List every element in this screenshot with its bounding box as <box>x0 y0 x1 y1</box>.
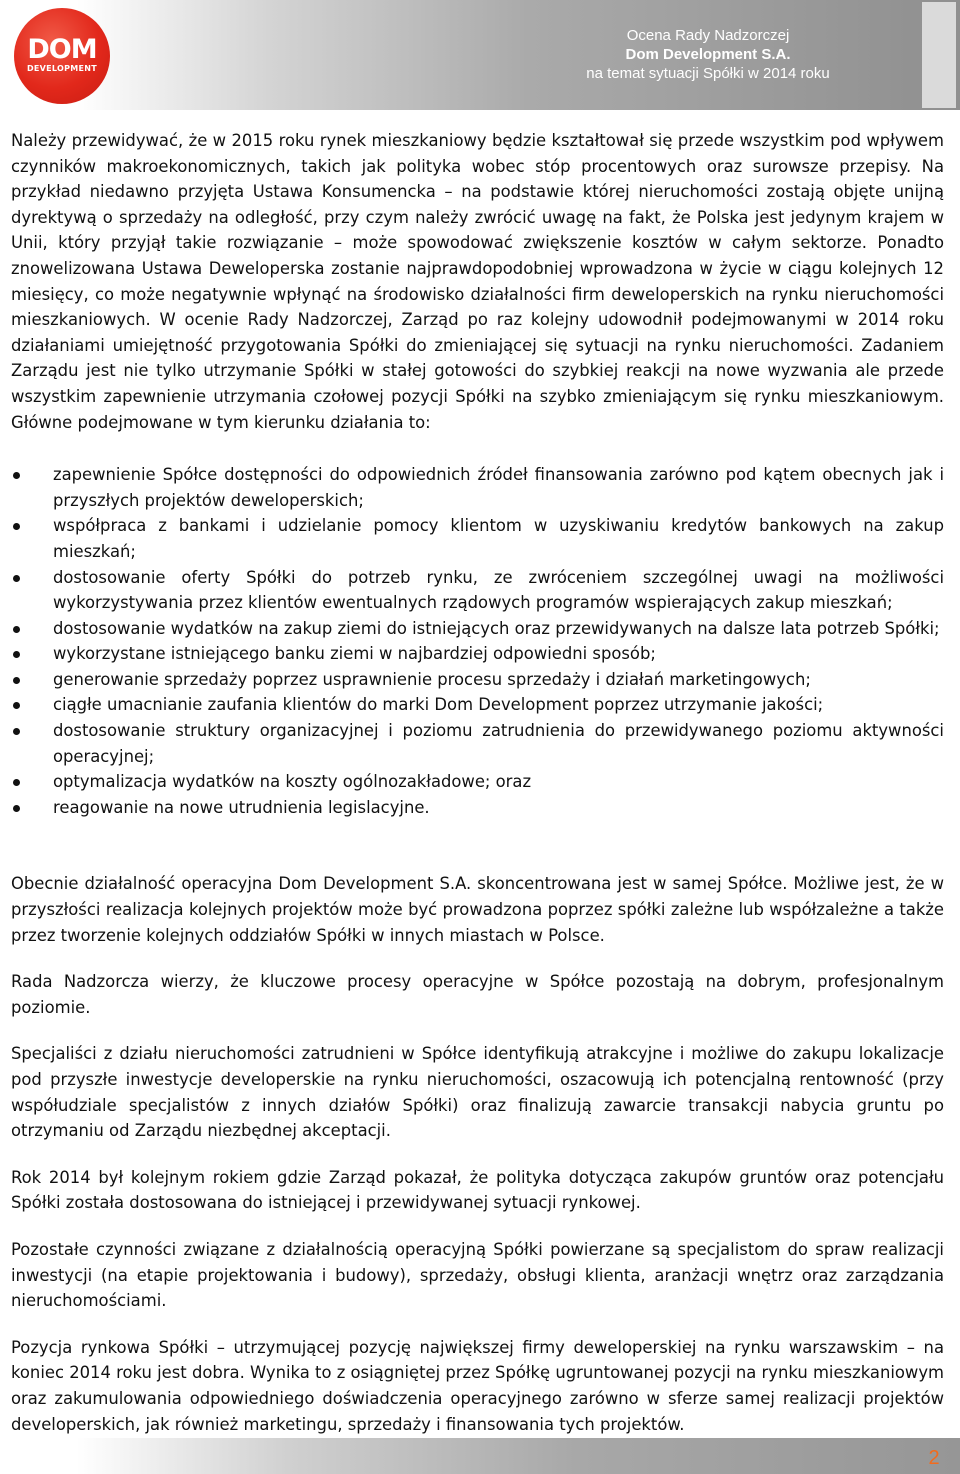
list-item-text: współpraca z bankami i udzielanie pomocy klientom w uzyskiwaniu kredytów bankowych na zakup mieszkań; <box>53 516 944 561</box>
paragraph-other-activities: Pozostałe czynności związane z działalnością operacyjną Spółki powierzane są specjalistom do spraw realizacji inwestycji (na etapie projektowania i budowy), sprzedaży, obsługi klienta, aranżacji wnętrz oraz zarządzania nieruchomościami. <box>11 1239 944 1311</box>
list-item <box>11 692 944 718</box>
page-header <box>0 0 960 110</box>
title-line-2: Dom Development S.A. <box>625 46 791 63</box>
bullet-icon <box>13 779 20 786</box>
paragraph-real-estate-specialists: Specjaliści z działu nieruchomości zatrudnieni w Spółce identyfikują atrakcyjne i możliwe do zakupu lokalizacje pod przyszłe inwestycje developerskie na rynku nieruchomości, oszacowują ich potencjalną rentowność (przy współudziale specjalistów z innych działów Spółki) oraz finalizują zawarcie transakcji nabycia gruntu po otrzymaniu od Zarządu niezbędnej akceptacji. <box>11 1044 944 1141</box>
dom-development-logo <box>14 8 110 104</box>
list-item <box>11 795 944 821</box>
paragraph-market-position: Pozycja rynkowa Spółki – utrzymującej pozycję największej firmy deweloperskiej na rynku warszawskim – na koniec 2014 roku jest dobra. Wynika to z osiągniętej przez Spółkę ugruntowanej pozycji na rynku mieszkaniowym oraz zakumulowania odpowiedniego doświadczenia operacyjnego zarówno w sferze samej realizacji projektów developerskich, jak również marketingu, sprzedaży i finansowania tych projektów. <box>11 1337 944 1434</box>
list-item-text: generowanie sprzedaży poprzez usprawnienie procesu sprzedaży i działań marketingowych; <box>53 669 811 689</box>
page-footer <box>0 1438 960 1474</box>
list-item-text: optymalizacja wydatków na koszty ogólnozakładowe; oraz <box>53 772 532 792</box>
list-item-text: ciągłe umacnianie zaufania klientów do marki Dom Development poprzez utrzymanie jakości; <box>53 695 824 715</box>
bullet-icon <box>13 523 20 530</box>
bullet-icon <box>13 805 20 812</box>
list-item <box>11 513 944 564</box>
document-body <box>11 128 944 1437</box>
paragraph-board-belief: Rada Nadzorcza wierzy, że kluczowe procesy operacyjne w Spółce pozostają na dobrym, profesjonalnym poziomie. <box>11 972 944 1017</box>
bullet-icon <box>13 472 20 479</box>
list-item <box>11 462 944 513</box>
actions-list <box>11 462 944 820</box>
bullet-icon <box>13 626 20 633</box>
paragraph-land-policy: Rok 2014 był kolejnym rokiem gdzie Zarząd pokazał, że polityka dotycząca zakupów gruntów oraz potencjału Spółki została dostosowana do istniejącej i przewidywanej sytuacji rynkowej. <box>11 1167 944 1213</box>
bullet-icon <box>13 651 20 658</box>
intro-paragraph: Należy przewidywać, że w 2015 roku rynek mieszkaniowy będzie kształtował się przede wszystkim pod wpływem czynników makroekonomicznych, takich jak polityka wobec stóp procentowych oraz surowsze przepisy. Na przykład niedawno przyjęta Ustawa Konsumencka – na podstawie której nieruchomości zostają objęte unijną dyrektywą o sprzedaży na odległość, przy czym należy zwrócić uwagę na fakt, że Polska jest jedynym krajem w Unii, który przyjął takie rozwiązanie – może spowodować zwiększenie kosztów w całym sektorze. Ponadto znowelizowana Ustawa Deweloperska zostanie najprawdopodobniej wprowadzona w życie w ciągu kolejnych 12 miesięcy, co może negatywnie wpłynąć na środowisko działalności firm deweloperskich na rynku nieruchomości mieszkaniowych. W ocenie Rady Nadzorczej, Zarząd po raz kolejny udowodnił podejmowanymi w 2014 roku działaniami umiejętność przygotowania Spółki do zmieniającej się sytuacji na rynku nieruchomości. Zadaniem Zarządu jest nie tylko utrzymanie Spółki w stałej gotowości do szybkiej reakcji na nowe wyzwania ale przede wszystkim zapewnienie utrzymania czołowej pozycji Spółki na szybko zmieniającym się rynku mieszkaniowym. Główne podejmowane w tym kierunku działania to: <box>11 131 944 432</box>
bullet-icon <box>13 728 20 735</box>
list-item-text: dostosowanie wydatków na zakup ziemi do istniejących oraz przewidywanych na dalsze lata potrzeb Spółki; <box>53 618 940 638</box>
list-item-text: dostosowanie oferty Spółki do potrzeb rynku, ze zwróceniem szczególnej uwagi na możliwości wykorzystywania przez klientów ewentualnych rządowych programów wspierających zakup mieszkań; <box>53 567 944 613</box>
title-line-1: Ocena Rady Nadzorczej <box>626 27 790 44</box>
list-item-text: zapewnienie Spółce dostępności do odpowiednich źródeł finansowania zarówno pod kątem obecnych jak i przyszłych projektów deweloperskich; <box>53 465 944 510</box>
title-line-3: na temat sytuacji Spółki w 2014 roku <box>586 65 830 82</box>
document-title <box>498 26 918 83</box>
bullet-icon <box>13 677 20 684</box>
bullet-icon <box>13 702 20 709</box>
list-item-text: wykorzystane istniejącego banku ziemi w najbardziej odpowiedni sposób; <box>53 644 656 664</box>
list-item <box>11 641 944 667</box>
paragraph-operations: Obecnie działalność operacyjna Dom Development S.A. skoncentrowana jest w samej Spółce. Możliwe jest, że w przyszłości realizacja kolejnych projektów może być prowadzona poprzez spółki zależne lub współzależne a także przez tworzenie kolejnych oddziałów Spółki w innych miastach w Polsce. <box>11 874 944 945</box>
logo-main-text: DOM <box>27 34 97 65</box>
list-item <box>11 616 944 642</box>
header-accent-bar <box>922 2 956 108</box>
list-item <box>11 565 944 616</box>
list-item-text: reagowanie na nowe utrudnienia legislacyjne. <box>53 797 430 817</box>
list-item-text: dostosowanie struktury organizacyjnej i poziomu zatrudnienia do przewidywanego poziomu aktywności operacyjnej; <box>53 721 944 766</box>
list-item <box>11 718 944 769</box>
list-item <box>11 667 944 693</box>
logo-sub-text: DEVELOPMENT <box>26 64 98 73</box>
bullet-icon <box>13 575 20 582</box>
list-item <box>11 769 944 795</box>
page-number: 2 <box>928 1447 940 1469</box>
